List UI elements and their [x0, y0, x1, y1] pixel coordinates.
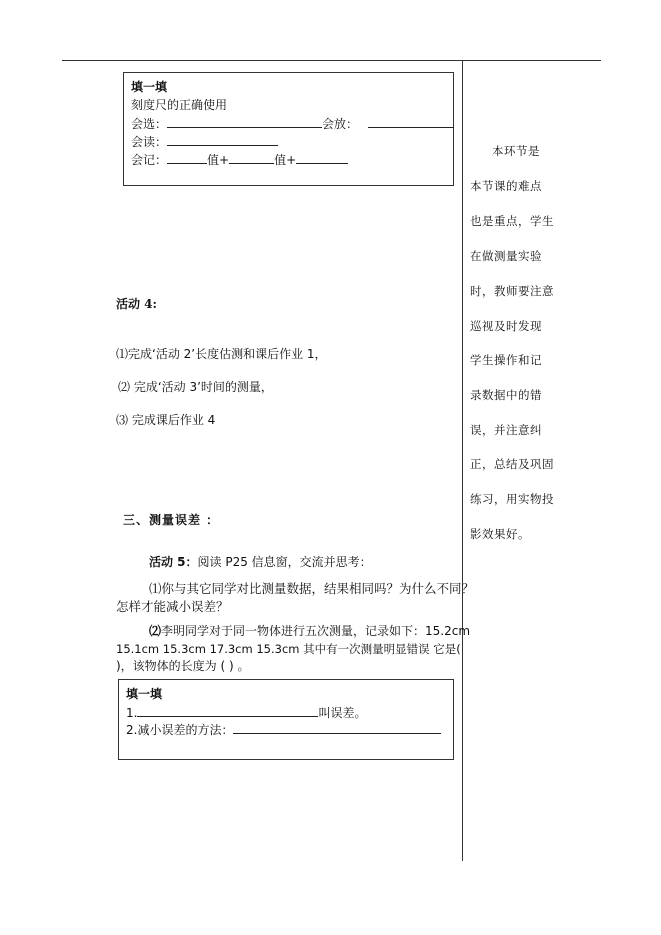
blank-record-3[interactable]	[296, 152, 348, 164]
section-3-title: 三、测量误差 ：	[123, 513, 220, 527]
blank-reduce-method[interactable]	[233, 722, 441, 734]
side-note-line: 时，教师要注意	[470, 284, 554, 298]
top-rule	[62, 60, 601, 61]
question-2-marker: ⑵	[149, 624, 162, 638]
fill-box-2-title: 填一填	[126, 687, 163, 701]
fill-box-1-row-select-place	[131, 115, 454, 132]
column-divider	[462, 60, 463, 861]
side-note-line: 也是重点，学生	[470, 214, 554, 228]
side-note-line: 巡视及时发现	[470, 319, 542, 333]
side-note-line: 练习，用实物投	[470, 492, 554, 506]
record-text-b: 值+	[274, 153, 297, 167]
side-note-line: 录数据中的错	[470, 388, 542, 402]
fill-box-2-row-1	[126, 704, 366, 721]
blank-record-1[interactable]	[167, 152, 207, 164]
blank-select[interactable]	[167, 116, 322, 128]
activity-5-intro-line	[149, 553, 372, 570]
fill-box-1-row-record	[131, 151, 348, 168]
side-note-line: 在做测量实验	[470, 249, 542, 263]
blank-place[interactable]	[368, 116, 454, 128]
record-text-a: 值+	[207, 153, 230, 167]
activity-4-item-2: ⑵ 完成‘活动 3’时间的测量，	[118, 380, 273, 394]
question-2-text-1: 李明同学对于同一物体进行五次测量，记录如下：15.2cm	[161, 624, 471, 638]
side-note-line: 本节课的难点	[470, 179, 542, 193]
fill-box-1-row-read	[131, 133, 278, 150]
fill-box-2-row-2	[126, 721, 441, 738]
row-1-suffix: 叫误差。	[318, 706, 367, 720]
activity-5-label: 活动 5：	[149, 555, 198, 569]
question-2-line-3: )，该物体的长度为 ( ) 。	[116, 659, 250, 673]
row-2-label: 2.减小误差的方法：	[126, 723, 234, 737]
side-note-line: 学生操作和记	[470, 353, 542, 367]
side-note-line: 正，总结及巩固	[470, 457, 554, 471]
question-2-line-1	[149, 622, 470, 639]
activity-4-item-3: ⑶ 完成课后作业 4	[116, 413, 216, 427]
label-read: 会读：	[131, 135, 168, 149]
side-note-line: 影效果好。	[470, 527, 530, 541]
activity-5-intro: 阅读 P25 信息窗，交流并思考：	[197, 555, 372, 569]
activity-4-item-1: ⑴完成‘活动 2’长度估测和课后作业 1，	[116, 347, 327, 361]
question-1-line-1: ⑴你与其它同学对比测量数据，结果相同吗？为什么不同？	[149, 581, 475, 596]
activity-4-title: 活动 4:	[116, 297, 157, 311]
fill-box-1-subtitle: 刻度尺的正确使用	[131, 98, 228, 112]
fill-box-1-title: 填一填	[131, 80, 168, 94]
side-note-line: 误，并注意纠	[470, 423, 542, 437]
side-note-line: 本环节是	[492, 144, 540, 158]
row-1-prefix: 1.	[126, 706, 138, 720]
label-select: 会选：	[131, 117, 168, 131]
question-1-line-2: 怎样才能减小误差？	[116, 599, 229, 614]
label-record: 会记：	[131, 153, 168, 167]
blank-record-2[interactable]	[229, 152, 274, 164]
question-2-line-2: 15.1cm 15.3cm 17.3cm 15.3cm 其中有一次测量明显错误 它是(	[116, 642, 461, 656]
label-place: 会放：	[322, 117, 359, 131]
blank-error-definition[interactable]	[137, 705, 318, 717]
blank-read[interactable]	[167, 134, 278, 146]
